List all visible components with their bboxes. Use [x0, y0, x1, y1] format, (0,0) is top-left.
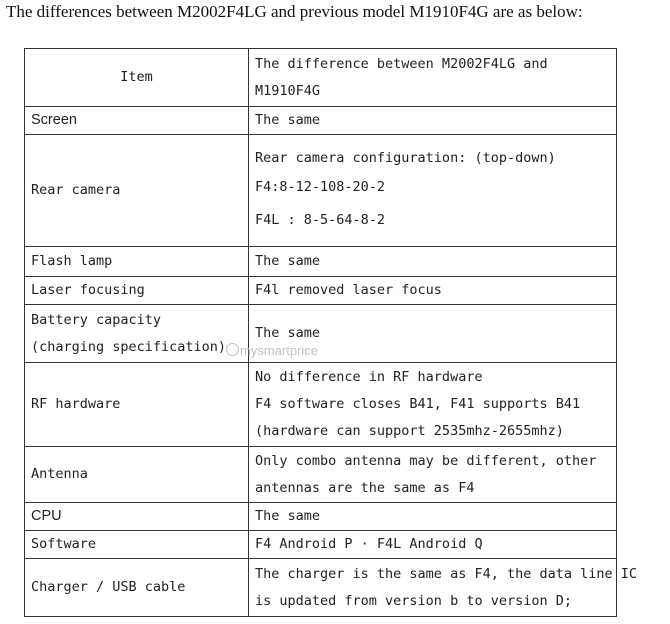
- row-item-line: Battery capacity: [31, 311, 162, 328]
- header-difference-line: The difference between M2002F4LG and: [255, 55, 548, 72]
- differences-table: [24, 48, 638, 617]
- table-row: [25, 447, 617, 503]
- table-header-row: [25, 49, 617, 107]
- row-value-line: (hardware can support 2535mhz-2655mhz): [255, 423, 564, 439]
- row-value: The same: [249, 503, 617, 531]
- table-row: [25, 277, 617, 305]
- table-row: [25, 135, 617, 247]
- table-row: [25, 305, 617, 363]
- row-value-line: F4 software closes B41, F41 supports B41: [255, 396, 581, 412]
- row-value-line: Only combo antenna may be different, other: [255, 452, 597, 469]
- header-item-label: Item: [120, 69, 153, 85]
- row-value: [249, 559, 638, 617]
- row-item-laser-focusing: Laser focusing: [25, 277, 249, 305]
- row-value: F4l removed laser focus: [249, 277, 617, 305]
- row-item-rear-camera: Rear camera: [25, 135, 249, 247]
- row-value: F4 Android P · F4L Android Q: [249, 531, 617, 559]
- row-value: [249, 447, 617, 503]
- row-value: [249, 135, 617, 247]
- table-row: [25, 363, 617, 447]
- page-heading: The differences between M2002F4LG and previous model M1910F4G are as below:: [6, 2, 583, 21]
- row-item-flash-lamp: Flash lamp: [25, 247, 249, 277]
- row-value: The same: [249, 305, 617, 363]
- row-value-line: F4L : 8-5-64-8-2: [255, 211, 386, 228]
- table-row: [25, 559, 617, 617]
- row-item-line: (charging specification): [31, 338, 227, 355]
- header-difference-line: M1910F4G: [255, 82, 321, 99]
- table-row: [25, 247, 617, 277]
- row-item-rf-hardware: RF hardware: [25, 363, 249, 447]
- row-value: The same: [249, 107, 617, 135]
- row-item-screen: Screen: [25, 107, 249, 135]
- row-value: [249, 363, 617, 447]
- row-item-charger-usb-cable: Charger / USB cable: [25, 559, 249, 617]
- row-value: The same: [249, 247, 617, 277]
- header-item-cell: [25, 49, 249, 107]
- header-difference-cell: [249, 49, 617, 107]
- row-value-line: antennas are the same as F4: [255, 479, 475, 496]
- row-item-battery-capacity: [25, 305, 249, 363]
- table-row: [25, 107, 617, 135]
- row-value-line: No difference in RF hardware: [255, 369, 483, 385]
- row-item-cpu: CPU: [25, 503, 249, 531]
- table-row: [25, 503, 617, 531]
- row-value-line: is updated from version b to version D;: [255, 592, 572, 609]
- row-item-antenna: Antenna: [25, 447, 249, 503]
- row-value-line: F4:8-12-108-20-2: [255, 178, 386, 195]
- row-item-software: Software: [25, 531, 249, 559]
- table-row: [25, 531, 617, 559]
- row-value-line: The charger is the same as F4, the data line IC: [255, 565, 638, 582]
- row-value-line: Rear camera configuration: (top-down): [255, 149, 556, 166]
- watermark-text: mysmartprice: [240, 343, 319, 358]
